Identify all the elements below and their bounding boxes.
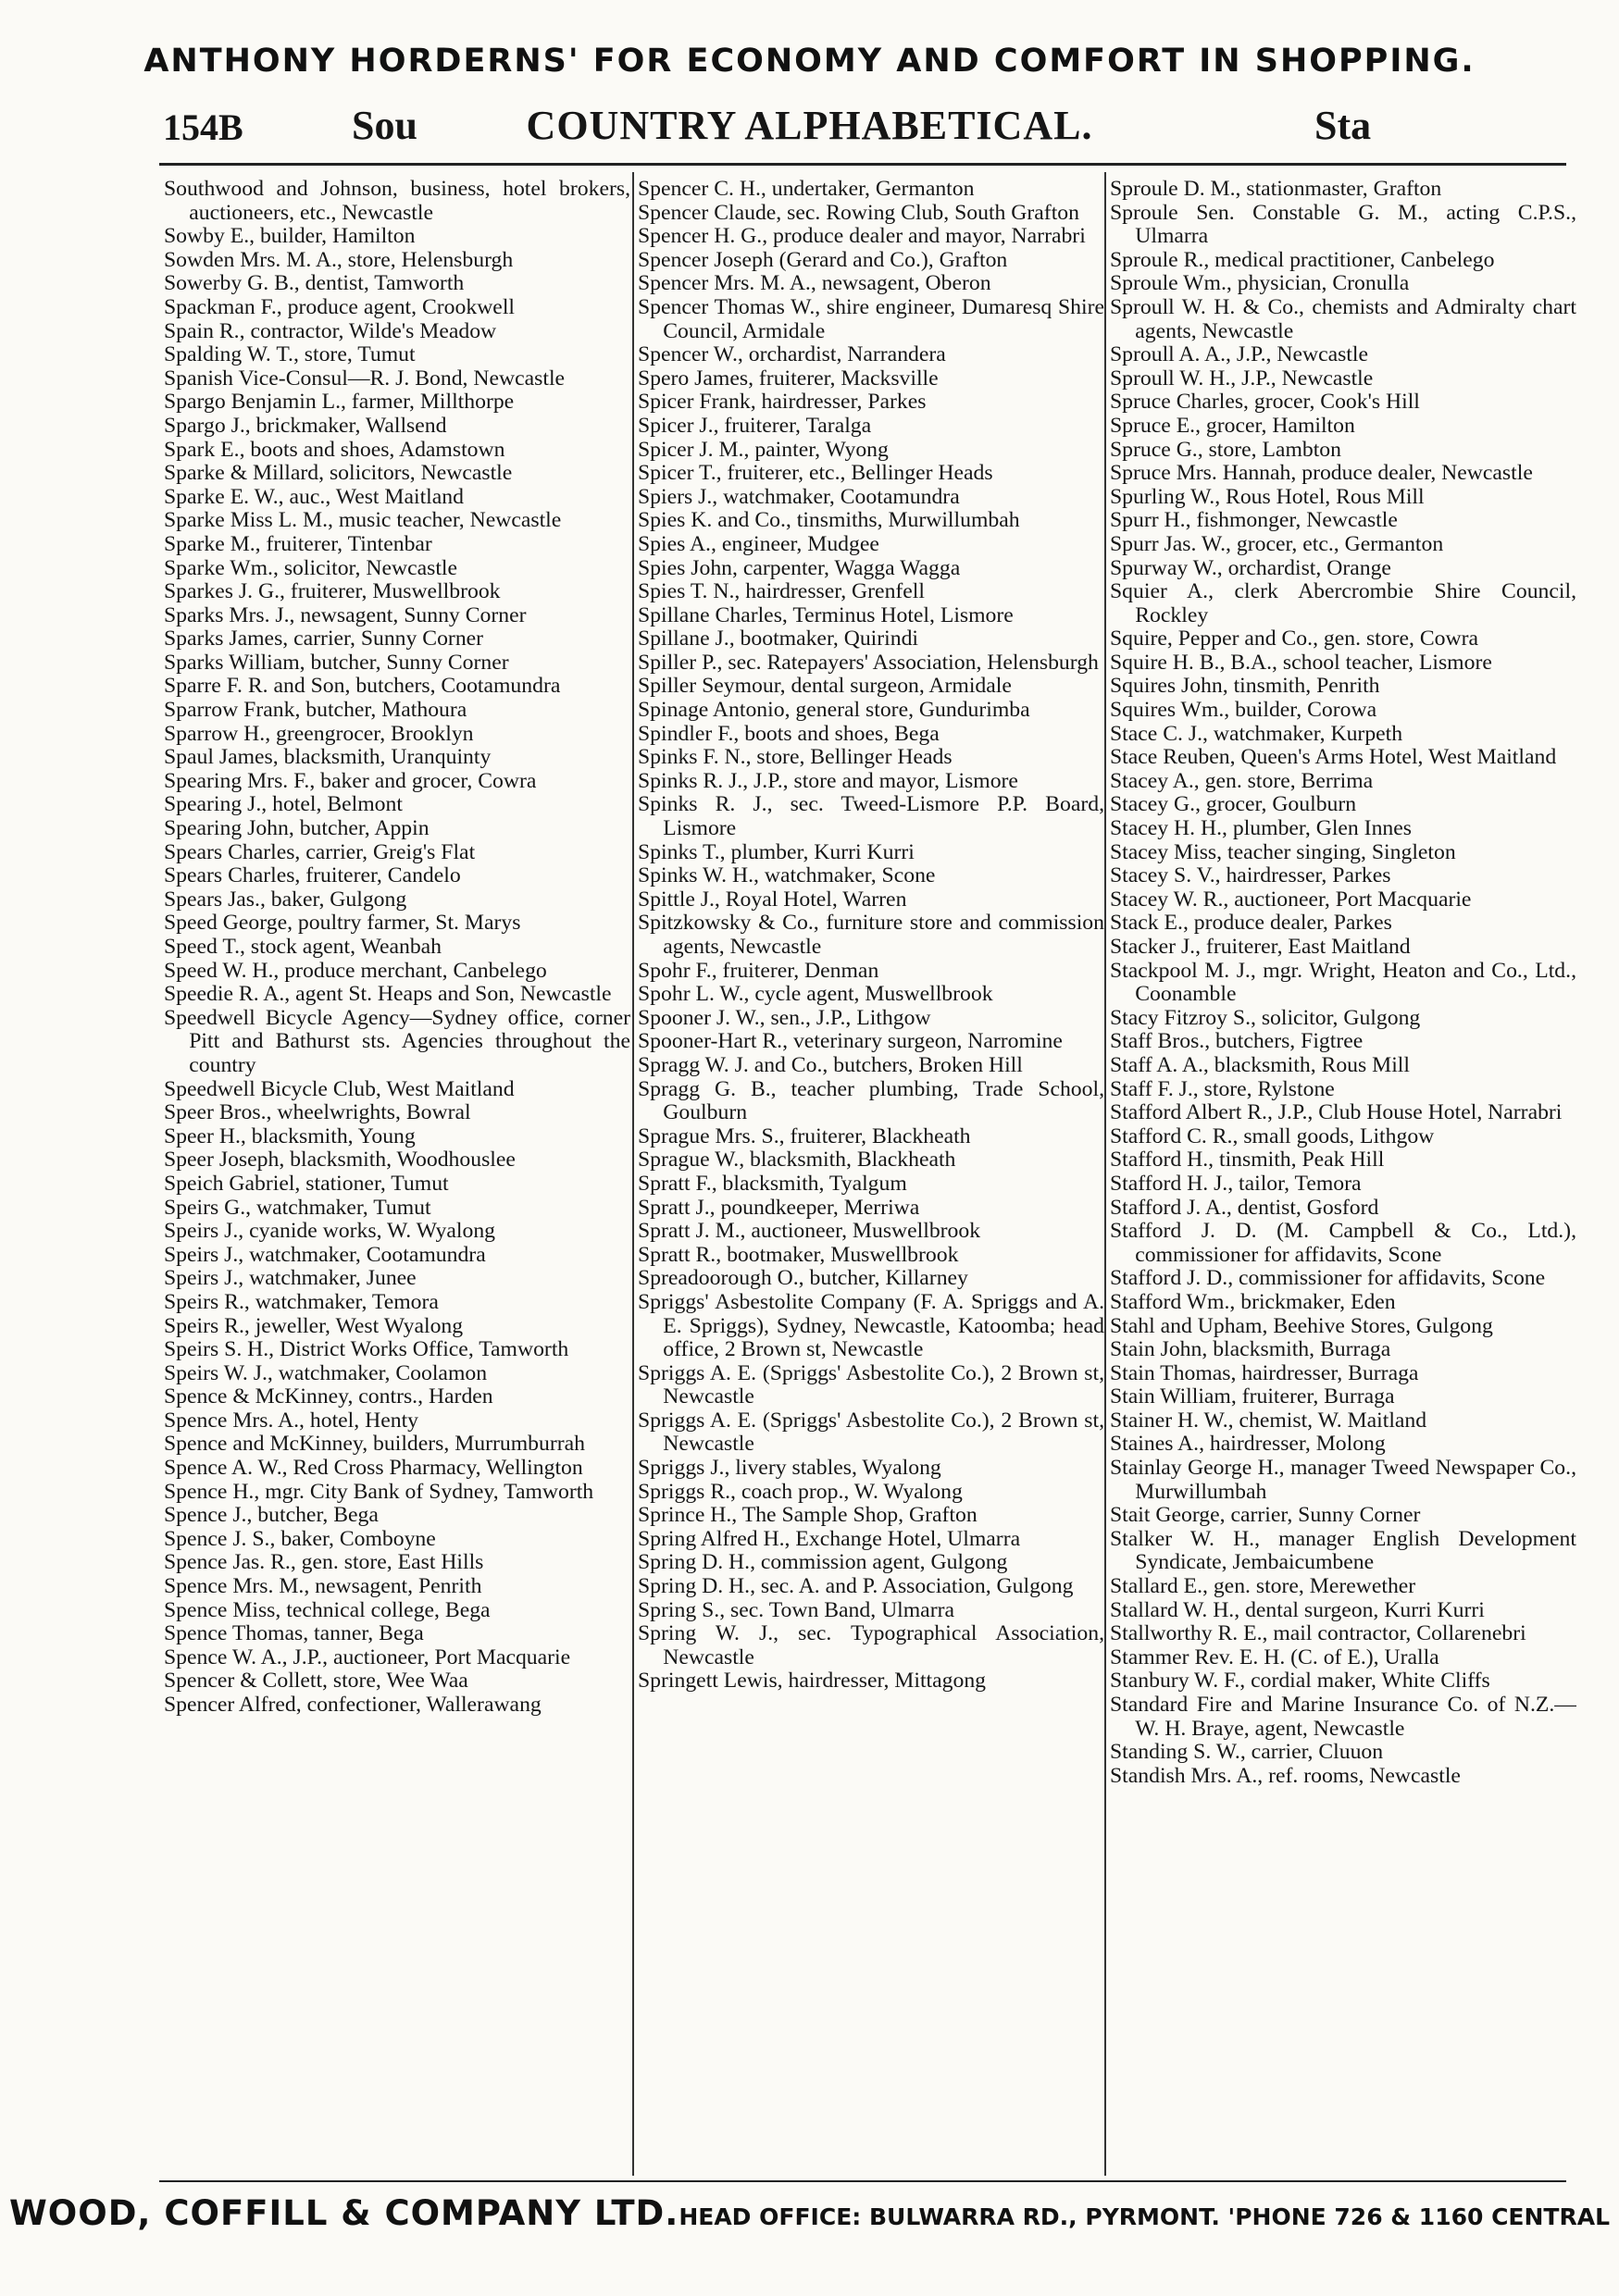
directory-entry: Stafford J. D. (M. Campbell & Co., Ltd.), commissioner for affidavits, Scone	[1110, 1219, 1576, 1267]
directory-entry: Spratt R., bootmaker, Muswellbrook	[638, 1242, 959, 1267]
guide-word-left: Sou	[352, 103, 417, 148]
directory-entry: Spurr Jas. W., grocer, etc., Germanton	[1110, 531, 1444, 556]
directory-entry: Speich Gabriel, stationer, Tumut	[164, 1171, 449, 1196]
directory-entry: Spinks W. H., watchmaker, Scone	[638, 863, 936, 888]
directory-entry: Spriggs A. E. (Spriggs' Asbestolite Co.), 2 Brown st, Newcastle	[638, 1408, 1104, 1457]
directory-entry: Sparks William, butcher, Sunny Corner	[164, 650, 509, 675]
directory-entry: Stafford J. A., dentist, Gosford	[1110, 1195, 1379, 1220]
directory-entry: Speer Bros., wheelwrights, Bowral	[164, 1100, 471, 1125]
directory-entry: Sparrow H., greengrocer, Brooklyn	[164, 721, 474, 746]
directory-entry: Spruce G., store, Lambton	[1110, 437, 1341, 462]
directory-entry: Spencer & Collett, store, Wee Waa	[164, 1669, 468, 1694]
directory-entry: Spillane Charles, Terminus Hotel, Lismore	[638, 602, 1014, 627]
directory-entry: Spicer J., fruiterer, Taralga	[638, 413, 872, 438]
directory-entry: Spence Mrs. M., newsagent, Penrith	[164, 1574, 482, 1599]
directory-entry: Spies T. N., hairdresser, Grenfell	[638, 579, 925, 604]
directory-column-1	[164, 178, 630, 2177]
directory-entry: Stacey S. V., hairdresser, Parkes	[1110, 863, 1391, 888]
directory-entry: Speedwell Bicycle Agency—Sydney office, corner Pitt and Bathurst sts. Agencies throughout the country	[164, 1005, 630, 1077]
directory-entry: Sparke Miss L. M., music teacher, Newcastle	[164, 508, 562, 533]
directory-entry: Spring Alfred H., Exchange Hotel, Ulmarra	[638, 1526, 1021, 1551]
directory-entry: Speirs J., watchmaker, Junee	[164, 1266, 417, 1291]
directory-entry: Spicer J. M., painter, Wyong	[638, 437, 889, 462]
directory-entry: Spanish Vice-Consul—R. J. Bond, Newcastle	[164, 366, 566, 391]
directory-entry: Squire H. B., B.A., school teacher, Lismore	[1110, 650, 1492, 675]
directory-entry: Speedie R. A., agent St. Heaps and Son, Newcastle	[164, 982, 612, 1007]
directory-entry: Speed W. H., produce merchant, Canbelego	[164, 958, 547, 983]
directory-entry: Spero James, fruiterer, Macksville	[638, 366, 939, 391]
directory-entry: Stallard E., gen. store, Merewether	[1110, 1574, 1416, 1599]
page-header	[0, 102, 1619, 157]
footer-rule	[159, 2180, 1566, 2182]
directory-entry: Spiller P., sec. Ratepayers' Association, Helensburgh	[638, 650, 1099, 675]
directory-entry: Spinks T., plumber, Kurri Kurri	[638, 839, 915, 864]
directory-entry: Sproule Wm., physician, Cronulla	[1110, 271, 1410, 296]
directory-entry: Spies K. and Co., tinsmiths, Murwillumbah	[638, 508, 1020, 533]
directory-entry: Stain William, fruiterer, Burraga	[1110, 1384, 1395, 1409]
directory-entry: Spargo J., brickmaker, Wallsend	[164, 413, 447, 438]
directory-entry: Speirs W. J., watchmaker, Coolamon	[164, 1360, 488, 1385]
directory-entry: Spence Mrs. A., hotel, Henty	[164, 1408, 418, 1433]
directory-entry: Squires John, tinsmith, Penrith	[1110, 674, 1380, 699]
directory-entry: Spruce Charles, grocer, Cook's Hill	[1110, 390, 1420, 415]
directory-entry: Stainer H. W., chemist, W. Maitland	[1110, 1408, 1427, 1433]
directory-entry: Spohr L. W., cycle agent, Muswellbrook	[638, 982, 993, 1007]
directory-entry: Southwood and Johnson, business, hotel brokers, auctioneers, etc., Newcastle	[164, 178, 630, 225]
directory-entry: Spiller Seymour, dental surgeon, Armidale	[638, 674, 1012, 699]
directory-entry: Sparrow Frank, butcher, Mathoura	[164, 698, 467, 723]
directory-entry: Spence J. S., baker, Comboyne	[164, 1526, 436, 1551]
directory-entry: Sproull W. H. & Co., chemists and Admiralty chart agents, Newcastle	[1110, 294, 1576, 343]
directory-entry: Spencer C. H., undertaker, Germanton	[638, 178, 975, 201]
directory-entry: Sprague Mrs. S., fruiterer, Blackheath	[638, 1123, 971, 1148]
directory-entry: Sproull A. A., J.P., Newcastle	[1110, 342, 1368, 367]
directory-entry: Stainlay George H., manager Tweed Newspaper Co., Murwillumbah	[1110, 1456, 1576, 1504]
directory-entry: Spencer W., orchardist, Narrandera	[638, 342, 946, 367]
directory-entry: Spencer Mrs. M. A., newsagent, Oberon	[638, 271, 991, 296]
directory-entry: Sparre F. R. and Son, butchers, Cootamundra	[164, 674, 561, 699]
directory-entry: Spinks F. N., store, Bellinger Heads	[638, 745, 953, 770]
directory-entry: Squier A., clerk Abercrombie Shire Council, Rockley	[1110, 579, 1576, 627]
directory-entry: Spriggs J., livery stables, Wyalong	[638, 1456, 941, 1481]
directory-entry: Spring D. H., sec. A. and P. Association, Gulgong	[638, 1574, 1074, 1599]
directory-entry: Sowerby G. B., dentist, Tamworth	[164, 271, 465, 296]
directory-entry: Sproule D. M., stationmaster, Grafton	[1110, 178, 1442, 201]
directory-entry: Stain John, blacksmith, Burraga	[1110, 1337, 1391, 1362]
directory-entry: Spence A. W., Red Cross Pharmacy, Wellington	[164, 1456, 583, 1481]
directory-entry: Stack E., produce dealer, Parkes	[1110, 911, 1392, 936]
directory-entry: Stacey W. R., auctioneer, Port Macquarie	[1110, 887, 1472, 912]
directory-entry: Speirs G., watchmaker, Tumut	[164, 1195, 431, 1220]
directory-entry: Spence J., butcher, Bega	[164, 1503, 379, 1528]
directory-entry: Spinks R. J., sec. Tweed-Lismore P.P. Board, Lismore	[638, 792, 1104, 841]
directory-entry: Spring D. H., commission agent, Gulgong	[638, 1550, 1008, 1575]
directory-entry: Spies John, carpenter, Wagga Wagga	[638, 555, 961, 580]
directory-entry: Springett Lewis, hairdresser, Mittagong	[638, 1669, 987, 1694]
directory-entry: Spence Miss, technical college, Bega	[164, 1597, 491, 1622]
directory-entry: Speirs J., cyanide works, W. Wyalong	[164, 1219, 496, 1244]
directory-entry: Spencer Joseph (Gerard and Co.), Grafton	[638, 247, 1008, 272]
directory-entry: Spark E., boots and shoes, Adamstown	[164, 437, 505, 462]
directory-entry: Spies A., engineer, Mudgee	[638, 531, 879, 556]
directory-entry: Speirs J., watchmaker, Cootamundra	[164, 1242, 486, 1267]
directory-entry: Spears Charles, fruiterer, Candelo	[164, 863, 461, 888]
directory-entry: Stafford H. J., tailor, Temora	[1110, 1171, 1362, 1196]
directory-entry: Spackman F., produce agent, Crookwell	[164, 294, 515, 319]
directory-entry: Stacey H. H., plumber, Glen Innes	[1110, 816, 1412, 841]
directory-entry: Spearing Mrs. F., baker and grocer, Cowra	[164, 768, 537, 793]
directory-entry: Squires Wm., builder, Corowa	[1110, 698, 1377, 723]
directory-entry: Speedwell Bicycle Club, West Maitland	[164, 1076, 515, 1101]
directory-entry: Spragg G. B., teacher plumbing, Trade School, Goulburn	[638, 1076, 1104, 1125]
directory-entry: Stace Reuben, Queen's Arms Hotel, West Maitland	[1110, 745, 1557, 770]
directory-entry: Staines A., hairdresser, Molong	[1110, 1432, 1386, 1457]
directory-entry: Spurway W., orchardist, Orange	[1110, 555, 1391, 580]
directory-entry: Sparke E. W., auc., West Maitland	[164, 484, 464, 509]
directory-entry: Spitzkowsky & Co., furniture store and commission agents, Newcastle	[638, 911, 1104, 959]
directory-entry: Spriggs R., coach prop., W. Wyalong	[638, 1479, 963, 1504]
directory-entry: Sparks James, carrier, Sunny Corner	[164, 627, 484, 652]
directory-entry: Speirs R., jeweller, West Wyalong	[164, 1313, 464, 1338]
directory-entry: Spittle J., Royal Hotel, Warren	[638, 887, 907, 912]
directory-entry: Speirs S. H., District Works Office, Tamworth	[164, 1337, 569, 1362]
directory-entry: Spain R., contractor, Wilde's Meadow	[164, 318, 497, 343]
page-title: COUNTRY ALPHABETICAL.	[526, 103, 1093, 148]
directory-entry: Speer Joseph, blacksmith, Woodhouslee	[164, 1148, 516, 1173]
directory-entry: Stafford Albert R., J.P., Club House Hotel, Narrabri	[1110, 1100, 1563, 1125]
directory-entry: Spencer Claude, sec. Rowing Club, South Grafton	[638, 200, 1079, 225]
directory-entry: Spohr F., fruiterer, Denman	[638, 958, 879, 983]
directory-entry: Sparks Mrs. J., newsagent, Sunny Corner	[164, 602, 527, 627]
directory-entry: Spaul James, blacksmith, Uranquinty	[164, 745, 492, 770]
directory-entry: Spence and McKinney, builders, Murrumburrah	[164, 1432, 585, 1457]
directory-entry: Sparke M., fruiterer, Tintenbar	[164, 531, 432, 556]
directory-entry: Spears Jas., baker, Gulgong	[164, 887, 407, 912]
directory-entry: Sprince H., The Sample Shop, Grafton	[638, 1503, 978, 1528]
directory-entry: Stace C. J., watchmaker, Kurpeth	[1110, 721, 1403, 746]
directory-entry: Spooner J. W., sen., J.P., Lithgow	[638, 1005, 931, 1030]
directory-entry: Spratt J. M., auctioneer, Muswellbrook	[638, 1219, 981, 1244]
directory-entry: Speirs R., watchmaker, Temora	[164, 1289, 439, 1314]
directory-entry: Stammer Rev. E. H. (C. of E.), Uralla	[1110, 1644, 1439, 1669]
directory-entry: Stafford Wm., brickmaker, Eden	[1110, 1289, 1396, 1314]
directory-entry: Sproule Sen. Constable G. M., acting C.P.S., Ulmarra	[1110, 200, 1576, 249]
directory-entry: Spurr H., fishmonger, Newcastle	[1110, 508, 1398, 533]
directory-entry: Spears Charles, carrier, Greig's Flat	[164, 839, 476, 864]
directory-entry: Spicer Frank, hairdresser, Parkes	[638, 390, 927, 415]
directory-entry: Stallworthy R. E., mail contractor, Collarenebri	[1110, 1621, 1526, 1646]
directory-entry: Spalding W. T., store, Tumut	[164, 342, 416, 367]
column-divider	[1104, 172, 1106, 2176]
directory-entry: Spence Jas. R., gen. store, East Hills	[164, 1550, 484, 1575]
directory-entry: Stacey A., gen. store, Berrima	[1110, 768, 1374, 793]
directory-entry: Stacey Miss, teacher singing, Singleton	[1110, 839, 1456, 864]
top-banner: ANTHONY HORDERNS' FOR ECONOMY AND COMFORT IN SHOPPING.	[143, 43, 1476, 80]
directory-entry: Spring W. J., sec. Typographical Association, Newcastle	[638, 1621, 1104, 1669]
directory-entry: Spriggs' Asbestolite Company (F. A. Spriggs and A. E. Spriggs), Sydney, Newcastle, Katoomba; head office, 2 Brown st, Newcastle	[638, 1289, 1104, 1362]
directory-entry: Spriggs A. E. (Spriggs' Asbestolite Co.), 2 Brown st, Newcastle	[638, 1360, 1104, 1409]
directory-entry: Spillane J., bootmaker, Quirindi	[638, 627, 918, 652]
directory-entry: Spiers J., watchmaker, Cootamundra	[638, 484, 960, 509]
directory-column-2	[638, 178, 1104, 2177]
directory-entry: Spence Thomas, tanner, Bega	[164, 1621, 424, 1646]
directory-entry: Speed T., stock agent, Weanbah	[164, 935, 442, 959]
directory-entry: Stacy Fitzroy S., solicitor, Gulgong	[1110, 1005, 1421, 1030]
directory-entry: Sproule R., medical practitioner, Canbelego	[1110, 247, 1495, 272]
directory-entry: Spearing John, butcher, Appin	[164, 816, 430, 841]
directory-entry: Spence W. A., J.P., auctioneer, Port Macquarie	[164, 1644, 571, 1669]
directory-entry: Standard Fire and Marine Insurance Co. of N.Z.—W. H. Braye, agent, Newcastle	[1110, 1693, 1576, 1741]
directory-entry: Sprague W., blacksmith, Blackheath	[638, 1148, 956, 1173]
directory-entry: Spencer H. G., produce dealer and mayor, Narrabri	[638, 224, 1086, 249]
header-rule	[159, 163, 1566, 166]
directory-entry: Spearing J., hotel, Belmont	[164, 792, 403, 817]
directory-entry: Spragg W. J. and Co., butchers, Broken Hill	[638, 1052, 1023, 1077]
directory-entry: Stain Thomas, hairdresser, Burraga	[1110, 1360, 1419, 1385]
directory-column-3	[1110, 178, 1576, 2177]
directory-entry: Spratt J., poundkeeper, Merriwa	[638, 1195, 920, 1220]
directory-entry: Sowby E., builder, Hamilton	[164, 224, 416, 249]
directory-entry: Spindler F., boots and shoes, Bega	[638, 721, 940, 746]
guide-word-right: Sta	[1314, 103, 1372, 148]
directory-entry: Spargo Benjamin L., farmer, Millthorpe	[164, 390, 515, 415]
directory-entry: Sproull W. H., J.P., Newcastle	[1110, 366, 1374, 391]
directory-entry: Spreadoorough O., butcher, Killarney	[638, 1266, 968, 1291]
directory-entry: Stafford H., tinsmith, Peak Hill	[1110, 1148, 1385, 1173]
directory-entry: Spruce Mrs. Hannah, produce dealer, Newcastle	[1110, 461, 1533, 486]
directory-entry: Stacker J., fruiterer, East Maitland	[1110, 935, 1411, 959]
directory-entry: Spratt F., blacksmith, Tyalgum	[638, 1171, 907, 1196]
column-divider	[632, 172, 634, 2176]
directory-entry: Squire, Pepper and Co., gen. store, Cowra	[1110, 627, 1479, 652]
directory-entry: Spencer Thomas W., shire engineer, Dumaresq Shire Council, Armidale	[638, 294, 1104, 343]
directory-entry: Stacey G., grocer, Goulburn	[1110, 792, 1357, 817]
directory-entry: Stafford C. R., small goods, Lithgow	[1110, 1123, 1435, 1148]
directory-entry: Staff F. J., store, Rylstone	[1110, 1076, 1335, 1101]
directory-entry: Speer H., blacksmith, Young	[164, 1123, 416, 1148]
footer-company: WOOD, COFFILL & COMPANY LTD.	[8, 2193, 679, 2233]
directory-entry: Staff A. A., blacksmith, Rous Mill	[1110, 1052, 1410, 1077]
directory-entry: Spence H., mgr. City Bank of Sydney, Tamworth	[164, 1479, 594, 1504]
directory-entry: Stait George, carrier, Sunny Corner	[1110, 1503, 1421, 1528]
directory-entry: Stackpool M. J., mgr. Wright, Heaton and Co., Ltd., Coonamble	[1110, 958, 1576, 1007]
directory-entry: Spruce E., grocer, Hamilton	[1110, 413, 1355, 438]
directory-entry: Stafford J. D., commissioner for affidavits, Scone	[1110, 1266, 1546, 1291]
footer-details: HEAD OFFICE: BULWARRA RD., PYRMONT. 'PHONE 726 & 1160 CENTRAL	[679, 2203, 1611, 2230]
directory-entry: Spurling W., Rous Hotel, Rous Mill	[1110, 484, 1425, 509]
directory-entry: Spinks R. J., J.P., store and mayor, Lismore	[638, 768, 1018, 793]
directory-entry: Sparke & Millard, solicitors, Newcastle	[164, 461, 513, 486]
directory-entry: Sparke Wm., solicitor, Newcastle	[164, 555, 457, 580]
directory-entry: Standing S. W., carrier, Cluuon	[1110, 1740, 1384, 1765]
page-number: 154B	[163, 106, 243, 148]
directory-entry: Spicer T., fruiterer, etc., Bellinger Heads	[638, 461, 993, 486]
directory-entry: Staff Bros., butchers, Figtree	[1110, 1029, 1364, 1054]
directory-entry: Stahl and Upham, Beehive Stores, Gulgong	[1110, 1313, 1493, 1338]
directory-entry: Spring S., sec. Town Band, Ulmarra	[638, 1597, 954, 1622]
directory-entry: Standish Mrs. A., ref. rooms, Newcastle	[1110, 1763, 1461, 1788]
directory-entry: Stanbury W. F., cordial maker, White Cliffs	[1110, 1669, 1490, 1694]
directory-entry: Spooner-Hart R., veterinary surgeon, Narromine	[638, 1029, 1063, 1054]
directory-entry: Speed George, poultry farmer, St. Marys	[164, 911, 521, 936]
directory-entry: Stallard W. H., dental surgeon, Kurri Kurri	[1110, 1597, 1485, 1622]
directory-entry: Spencer Alfred, confectioner, Wallerawang	[164, 1693, 542, 1717]
footer-banner	[0, 2193, 1619, 2233]
directory-entry: Spence & McKinney, contrs., Harden	[164, 1384, 493, 1409]
directory-entry: Stalker W. H., manager English Development Syndicate, Jembaicumbene	[1110, 1526, 1576, 1575]
directory-entry: Sowden Mrs. M. A., store, Helensburgh	[164, 247, 514, 272]
directory-entry: Sparkes J. G., fruiterer, Muswellbrook	[164, 579, 501, 604]
directory-entry: Spinage Antonio, general store, Gundurimba	[638, 698, 1030, 723]
